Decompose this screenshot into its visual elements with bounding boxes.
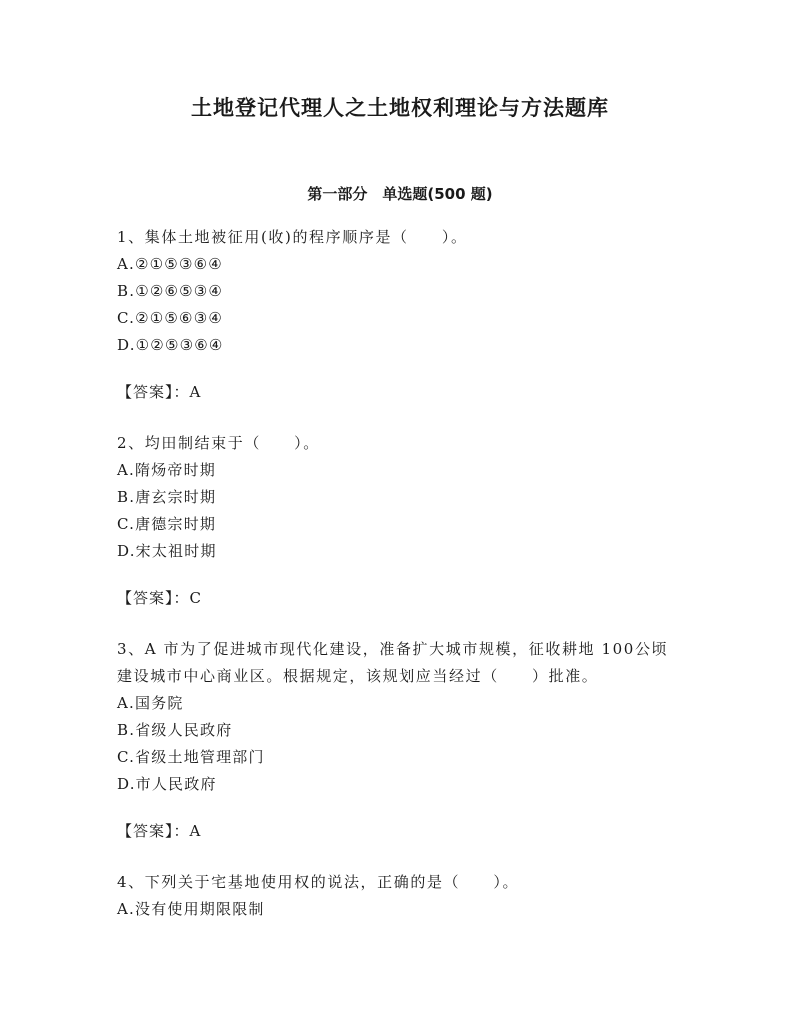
question-option: B.①②⑥⑤③④ bbox=[117, 282, 224, 300]
question-option: B.唐玄宗时期 bbox=[117, 488, 217, 506]
section-title: 第一部分 单选题(500 题) bbox=[307, 185, 493, 203]
question-item bbox=[117, 224, 677, 406]
question-list bbox=[117, 224, 677, 947]
question-stem: 2、均田制结束于（ ）。 bbox=[117, 434, 320, 452]
question-answer: 【答案】：C bbox=[117, 589, 202, 607]
document-title: 土地登记代理人之土地权利理论与方法题库 bbox=[191, 96, 609, 120]
question-option: A.②①⑤③⑥④ bbox=[117, 255, 223, 273]
question-stem: 4、下列关于宅基地使用权的说法，正确的是（ ）。 bbox=[117, 873, 520, 891]
question-item bbox=[117, 430, 677, 612]
question-option: B.省级人民政府 bbox=[117, 721, 233, 739]
question-item bbox=[117, 869, 677, 923]
question-option: C.②①⑤⑥③④ bbox=[117, 309, 223, 327]
question-option: C.唐德宗时期 bbox=[117, 515, 217, 533]
question-option: A.没有使用期限限制 bbox=[117, 900, 265, 918]
question-option: D.市人民政府 bbox=[117, 775, 217, 793]
question-stem: 3、A 市为了促进城市现代化建设，准备扩大城市规模，征收耕地 100公顷建设城市中心商业区。根据规定，该规划应当经过（ ）批准。 bbox=[117, 640, 669, 685]
question-option: A.隋炀帝时期 bbox=[117, 461, 217, 479]
question-stem: 1、集体土地被征用(收)的程序顺序是（ ）。 bbox=[117, 228, 468, 246]
question-option: D.宋太祖时期 bbox=[117, 542, 217, 560]
question-option: D.①②⑤③⑥④ bbox=[117, 336, 224, 354]
question-option: A.国务院 bbox=[117, 694, 184, 712]
question-answer: 【答案】：A bbox=[117, 383, 202, 401]
question-item bbox=[117, 636, 677, 845]
question-option: C.省级土地管理部门 bbox=[117, 748, 265, 766]
question-answer: 【答案】：A bbox=[117, 822, 202, 840]
